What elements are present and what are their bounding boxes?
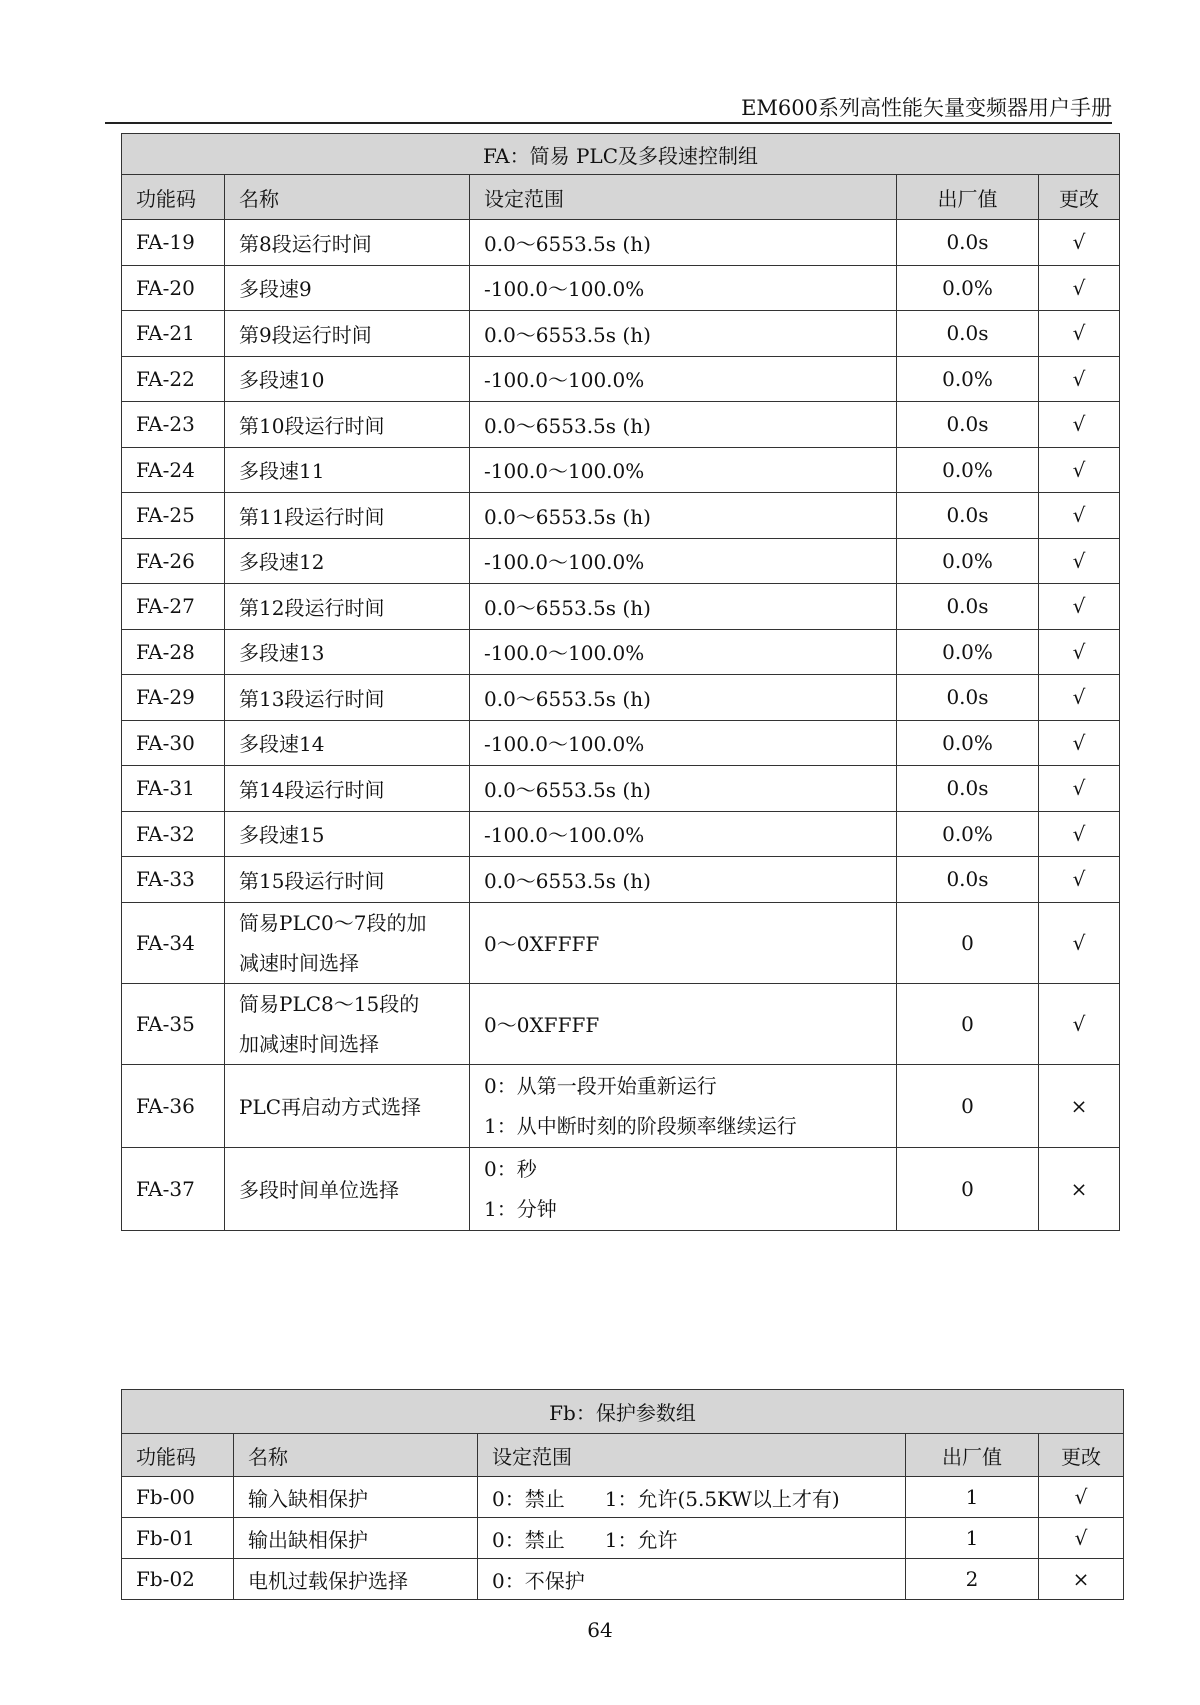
col-header-change: 更改 xyxy=(1039,1434,1124,1477)
param-default: 0 xyxy=(897,983,1039,1064)
param-name xyxy=(225,811,470,857)
param-name-line: 多段速13 xyxy=(239,641,325,666)
param-default: 0.0s xyxy=(897,766,1039,812)
param-range xyxy=(470,493,897,539)
param-name xyxy=(234,1559,478,1600)
param-name xyxy=(225,1064,470,1147)
param-code: FA-25 xyxy=(122,493,225,539)
param-default: 0.0% xyxy=(897,356,1039,402)
param-code: FA-33 xyxy=(122,857,225,903)
param-default: 2 xyxy=(906,1559,1039,1600)
param-name-line: PLC再启动方式选择 xyxy=(239,1095,422,1119)
param-range xyxy=(470,356,897,402)
param-name xyxy=(225,402,470,448)
param-range-line: 0.0～6553.5s (h) xyxy=(484,595,651,620)
param-change: √ xyxy=(1039,538,1120,584)
col-header-default: 出厂值 xyxy=(897,175,1039,220)
table-row xyxy=(122,265,1120,311)
param-name-line: 减速时间选择 xyxy=(239,950,359,975)
param-name xyxy=(225,493,470,539)
param-default: 0.0s xyxy=(897,220,1039,266)
param-change: √ xyxy=(1039,402,1120,448)
param-name xyxy=(225,629,470,675)
param-default: 0 xyxy=(897,902,1039,983)
param-range xyxy=(470,1064,897,1147)
param-default: 0.0% xyxy=(897,720,1039,766)
param-change: √ xyxy=(1039,675,1120,721)
param-range-line: 0.0～6553.5s (h) xyxy=(484,322,651,347)
table-row xyxy=(122,1147,1120,1230)
table-row xyxy=(122,811,1120,857)
param-code: FA-28 xyxy=(122,629,225,675)
param-name-line: 第12段运行时间 xyxy=(239,595,385,620)
param-name xyxy=(225,983,470,1064)
manual-title: EM600系列高性能矢量变频器用户手册 xyxy=(741,96,1112,120)
param-change: √ xyxy=(1039,857,1120,903)
col-header-code: 功能码 xyxy=(122,1434,234,1477)
fb-parameter-table xyxy=(121,1389,1124,1600)
table-row xyxy=(122,1559,1124,1600)
param-default: 0.0% xyxy=(897,447,1039,493)
param-name-line: 多段速14 xyxy=(239,732,325,757)
param-range-line: -100.0～100.0% xyxy=(484,459,645,484)
param-name-line: 加减速时间选择 xyxy=(239,1031,379,1056)
param-default: 0.0s xyxy=(897,311,1039,357)
param-code: FA-37 xyxy=(122,1147,225,1230)
param-change: × xyxy=(1039,1559,1124,1600)
param-code: FA-23 xyxy=(122,402,225,448)
param-range-line: -100.0～100.0% xyxy=(484,277,645,302)
param-change: √ xyxy=(1039,311,1120,357)
param-range-line: 1：分钟 xyxy=(484,1196,557,1221)
param-default: 0.0% xyxy=(897,265,1039,311)
param-range xyxy=(470,720,897,766)
param-default: 0.0s xyxy=(897,493,1039,539)
table-row xyxy=(122,857,1120,903)
fa-group-title: FA：简易 PLC及多段速控制组 xyxy=(122,134,1120,175)
col-header-default: 出厂值 xyxy=(906,1434,1039,1477)
param-range-line: 0.0～6553.5s (h) xyxy=(484,413,651,438)
param-name xyxy=(225,584,470,630)
param-range xyxy=(470,311,897,357)
param-name-line: 第13段运行时间 xyxy=(239,686,385,711)
param-range-line: 0：禁止 1：允许 xyxy=(492,1527,678,1552)
param-range xyxy=(470,983,897,1064)
param-name-line: 第11段运行时间 xyxy=(239,504,385,529)
param-range xyxy=(478,1477,906,1518)
param-code: FA-22 xyxy=(122,356,225,402)
param-name xyxy=(225,220,470,266)
table-row xyxy=(122,402,1120,448)
param-code: FA-26 xyxy=(122,538,225,584)
param-name-line: 第8段运行时间 xyxy=(239,231,372,256)
param-name-line: 简易PLC0～7段的加 xyxy=(239,910,427,935)
param-code: FA-27 xyxy=(122,584,225,630)
col-header-range: 设定范围 xyxy=(470,175,897,220)
param-range xyxy=(470,265,897,311)
col-header-name: 名称 xyxy=(225,175,470,220)
param-name-line: 输出缺相保护 xyxy=(248,1527,368,1552)
table-row xyxy=(122,1518,1124,1559)
fb-group-title: Fb：保护参数组 xyxy=(122,1390,1124,1434)
col-header-name: 名称 xyxy=(234,1434,478,1477)
param-default: 0.0% xyxy=(897,629,1039,675)
param-name-line: 电机过载保护选择 xyxy=(248,1568,408,1593)
param-range xyxy=(470,584,897,630)
param-range xyxy=(470,220,897,266)
param-range-line: 0.0～6553.5s (h) xyxy=(484,868,651,893)
param-default: 0.0s xyxy=(897,675,1039,721)
param-name xyxy=(225,265,470,311)
param-range xyxy=(470,766,897,812)
page-number: 64 xyxy=(587,1618,613,1642)
param-change: √ xyxy=(1039,1477,1124,1518)
param-change: √ xyxy=(1039,584,1120,630)
param-code: FA-32 xyxy=(122,811,225,857)
param-code: FA-34 xyxy=(122,902,225,983)
param-name-line: 多段速12 xyxy=(239,550,325,575)
param-name xyxy=(234,1477,478,1518)
param-change: √ xyxy=(1039,983,1120,1064)
param-code: FA-21 xyxy=(122,311,225,357)
param-range xyxy=(470,857,897,903)
param-code: FA-24 xyxy=(122,447,225,493)
param-change: √ xyxy=(1039,902,1120,983)
param-change: √ xyxy=(1039,811,1120,857)
param-name-line: 多段速15 xyxy=(239,823,325,848)
param-name xyxy=(225,356,470,402)
table-row xyxy=(122,584,1120,630)
param-range xyxy=(470,538,897,584)
param-range xyxy=(470,447,897,493)
param-range xyxy=(470,675,897,721)
param-range-line: -100.0～100.0% xyxy=(484,641,645,666)
col-header-range: 设定范围 xyxy=(478,1434,906,1477)
param-range-line: 0：秒 xyxy=(484,1156,537,1181)
param-default: 0.0s xyxy=(897,584,1039,630)
table-row xyxy=(122,356,1120,402)
param-name xyxy=(225,857,470,903)
param-change: √ xyxy=(1039,493,1120,539)
param-code: FA-31 xyxy=(122,766,225,812)
param-range-line: 0：不保护 xyxy=(492,1568,585,1593)
param-code: Fb-01 xyxy=(122,1518,234,1559)
param-default: 0.0s xyxy=(897,402,1039,448)
param-range-line: -100.0～100.0% xyxy=(484,732,645,757)
param-name xyxy=(225,311,470,357)
param-range xyxy=(478,1559,906,1600)
param-name xyxy=(225,1147,470,1230)
param-name xyxy=(234,1518,478,1559)
table-row xyxy=(122,720,1120,766)
param-name-line: 多段速11 xyxy=(239,459,325,484)
param-range-line: 0.0～6553.5s (h) xyxy=(484,504,651,529)
param-range xyxy=(478,1518,906,1559)
param-code: Fb-00 xyxy=(122,1477,234,1518)
param-code: FA-20 xyxy=(122,265,225,311)
table-row xyxy=(122,629,1120,675)
param-change: √ xyxy=(1039,629,1120,675)
table-row xyxy=(122,675,1120,721)
col-header-code: 功能码 xyxy=(122,175,225,220)
param-name-line: 第15段运行时间 xyxy=(239,868,385,893)
param-range xyxy=(470,1147,897,1230)
param-code: FA-36 xyxy=(122,1064,225,1147)
param-name xyxy=(225,720,470,766)
param-range xyxy=(470,811,897,857)
param-default: 1 xyxy=(906,1518,1039,1559)
param-range-line: -100.0～100.0% xyxy=(484,550,645,575)
param-range xyxy=(470,902,897,983)
table-row xyxy=(122,1064,1120,1147)
table-row xyxy=(122,983,1120,1064)
param-code: FA-35 xyxy=(122,983,225,1064)
param-range-line: 0～0XFFFF xyxy=(484,1013,600,1037)
param-range-line: 0.0～6553.5s (h) xyxy=(484,686,651,711)
param-name-line: 输入缺相保护 xyxy=(248,1486,368,1511)
table-row xyxy=(122,220,1120,266)
fa-parameter-table xyxy=(121,133,1120,1231)
table-row xyxy=(122,766,1120,812)
param-change: √ xyxy=(1039,1518,1124,1559)
param-range-line: 0：从第一段开始重新运行 xyxy=(484,1073,717,1098)
param-code: FA-19 xyxy=(122,220,225,266)
param-code: Fb-02 xyxy=(122,1559,234,1600)
param-name-line: 多段速10 xyxy=(239,368,325,393)
col-header-change: 更改 xyxy=(1039,175,1120,220)
param-default: 0 xyxy=(897,1064,1039,1147)
param-code: FA-29 xyxy=(122,675,225,721)
param-name-line: 第14段运行时间 xyxy=(239,777,385,802)
param-default: 1 xyxy=(906,1477,1039,1518)
param-change: √ xyxy=(1039,766,1120,812)
param-name-line: 多段速9 xyxy=(239,277,312,302)
param-name xyxy=(225,447,470,493)
param-name-line: 简易PLC8～15段的 xyxy=(239,991,420,1016)
table-row xyxy=(122,493,1120,539)
param-change: × xyxy=(1039,1147,1120,1230)
param-range-line: 0.0～6553.5s (h) xyxy=(484,777,651,802)
param-change: √ xyxy=(1039,220,1120,266)
param-range-line: 0.0～6553.5s (h) xyxy=(484,231,651,256)
param-name-line: 多段时间单位选择 xyxy=(239,1178,399,1202)
param-range-line: -100.0～100.0% xyxy=(484,368,645,393)
param-code: FA-30 xyxy=(122,720,225,766)
table-row xyxy=(122,1477,1124,1518)
param-default: 0 xyxy=(897,1147,1039,1230)
param-name-line: 第10段运行时间 xyxy=(239,413,385,438)
param-change: √ xyxy=(1039,720,1120,766)
param-name xyxy=(225,902,470,983)
param-change: √ xyxy=(1039,265,1120,311)
param-range-line: 0：禁止 1：允许(5.5KW以上才有) xyxy=(492,1486,840,1511)
param-name xyxy=(225,675,470,721)
param-default: 0.0% xyxy=(897,538,1039,584)
param-range xyxy=(470,402,897,448)
param-name-line: 第9段运行时间 xyxy=(239,322,372,347)
param-range-line: 1：从中断时刻的阶段频率继续运行 xyxy=(484,1113,797,1138)
param-change: × xyxy=(1039,1064,1120,1147)
table-row xyxy=(122,902,1120,983)
header-rule xyxy=(105,122,1112,124)
param-default: 0.0% xyxy=(897,811,1039,857)
table-row xyxy=(122,311,1120,357)
param-change: √ xyxy=(1039,356,1120,402)
param-name xyxy=(225,766,470,812)
table-row xyxy=(122,447,1120,493)
param-default: 0.0s xyxy=(897,857,1039,903)
table-row xyxy=(122,538,1120,584)
param-range-line: 0～0XFFFF xyxy=(484,932,600,956)
param-name xyxy=(225,538,470,584)
param-range-line: -100.0～100.0% xyxy=(484,823,645,848)
param-range xyxy=(470,629,897,675)
param-change: √ xyxy=(1039,447,1120,493)
